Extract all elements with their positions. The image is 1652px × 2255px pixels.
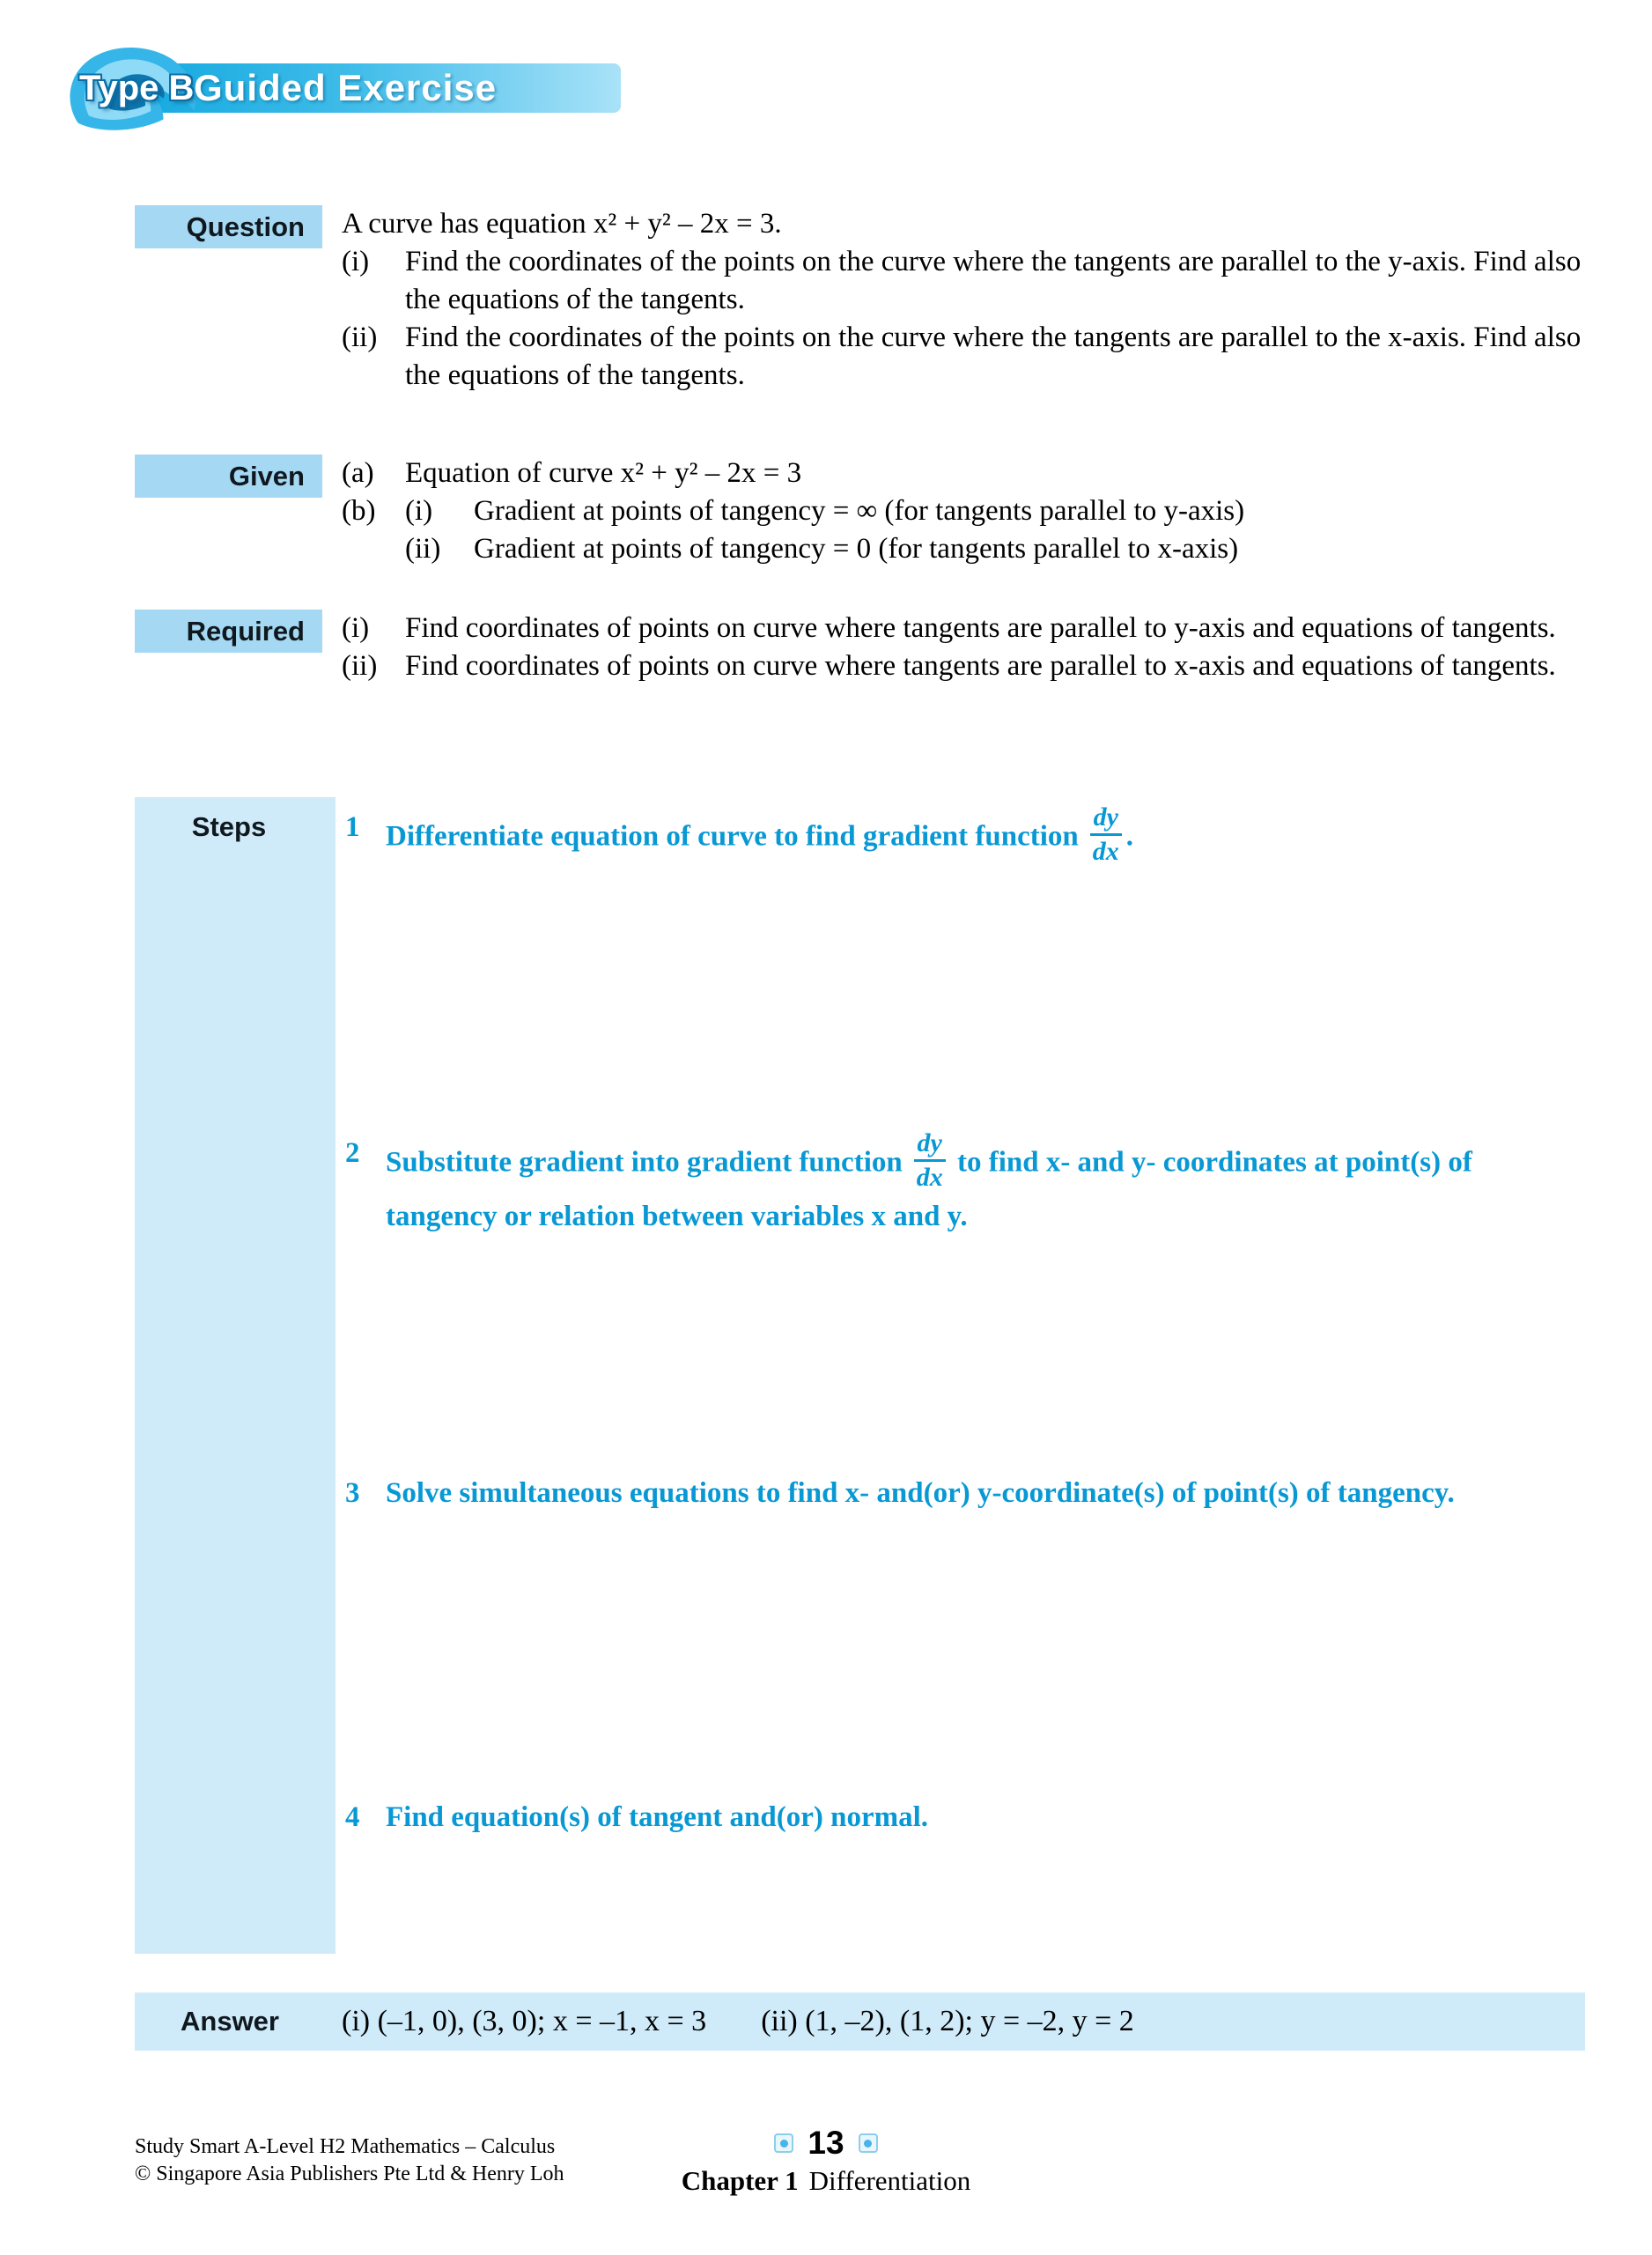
fraction-denominator: dx [916, 1162, 943, 1192]
header-banner [62, 44, 660, 141]
step-item-2 [345, 1128, 1582, 1237]
step-item-4 [345, 1797, 1582, 1837]
answer-part-ii: (ii) (1, –2), (1, 2); y = –2, y = 2 [761, 2005, 1134, 2037]
given-subitems [405, 492, 1585, 568]
ornament-dot [780, 2140, 788, 2148]
item-numeral: (a) [342, 457, 374, 489]
type-badge: Type B [79, 69, 195, 107]
step-text: Find equation(s) of tangent and(or) normal. [386, 1801, 929, 1833]
step-number: 3 [345, 1477, 360, 1509]
question-item [342, 319, 1585, 395]
item-numeral: (i) [342, 612, 370, 644]
page-number: 13 [808, 2125, 844, 2161]
page-ornament-left-icon [774, 2133, 793, 2153]
dy-dx-fraction [1089, 802, 1123, 866]
question-content [342, 205, 1585, 395]
item-text: Equation of curve x² + y² – 2x = 3 [405, 457, 802, 489]
item-numeral: (ii) [342, 650, 378, 682]
answer-label: Answer [181, 2006, 279, 2037]
steps-label: Steps [191, 811, 267, 842]
chapter-title: Differentiation [808, 2165, 971, 2196]
given-subitem [405, 492, 1585, 530]
fraction-denominator: dx [1092, 836, 1119, 866]
fraction-numerator: dy [1090, 802, 1122, 836]
answer-part-i: (i) (–1, 0), (3, 0); x = –1, x = 3 [342, 2005, 707, 2037]
step-text [386, 802, 1582, 870]
ornament-dot [864, 2140, 872, 2148]
step-number: 2 [345, 1137, 360, 1169]
book-title: Study Smart A-Level H2 Mathematics – Calculus [135, 2135, 556, 2158]
item-text: Find the coordinates of the points on the curve where the tangents are parallel to the x-axis. Find also the equations of the tangents. [405, 322, 1582, 391]
step-number: 4 [345, 1801, 360, 1833]
required-label: Required [135, 610, 322, 653]
given-item [342, 455, 1585, 492]
step-text: Solve simultaneous equations to find x- and(or) y-coordinate(s) of point(s) of tangency. [386, 1477, 1455, 1509]
copyright-line: © Singapore Asia Publishers Pte Ltd & Henry Loh [135, 2163, 564, 2185]
item-numeral: (i) [342, 246, 370, 277]
given-content [342, 455, 1585, 568]
answer-bar [135, 1993, 1585, 2051]
question-intro: A curve has equation x² + y² – 2x = 3. [342, 208, 782, 240]
item-text: Find the coordinates of the points on the curve where the tangents are parallel to the y-axis. Find also the equations of the tangents. [405, 246, 1582, 315]
step-text-after: . [1125, 820, 1133, 853]
item-numeral: (i) [405, 495, 433, 527]
step-item-1 [345, 802, 1582, 870]
dy-dx-fraction [913, 1128, 947, 1192]
step-text-before: Differentiate equation of curve to find gradient function [386, 820, 1079, 853]
required-content [342, 610, 1585, 685]
item-text: Gradient at points of tangency = 0 (for tangents parallel to x-axis) [474, 533, 1239, 565]
question-label: Question [135, 205, 322, 248]
item-text: Find coordinates of points on curve where tangents are parallel to y-axis and equations of tangents. [405, 612, 1556, 644]
step-text [386, 1128, 1582, 1237]
step-text-before: Substitute gradient into gradient function [386, 1146, 903, 1179]
question-item [342, 243, 1585, 319]
step-number: 1 [345, 811, 360, 843]
step-item-3 [345, 1473, 1582, 1513]
item-text: Find coordinates of points on curve where tangents are parallel to x-axis and equations of tangents. [405, 650, 1556, 682]
given-item [342, 492, 1585, 568]
item-numeral: (b) [342, 495, 376, 527]
page-ornament-right-icon [859, 2133, 878, 2153]
item-text: Gradient at points of tangency = ∞ (for tangents parallel to y-axis) [474, 495, 1245, 527]
steps-panel [135, 797, 336, 1954]
fraction-numerator: dy [914, 1128, 946, 1162]
page-number-row [0, 2125, 1652, 2162]
step-text-after: to find x- and y- coordinates at point(s) of tangency or relation between variables x and y. [386, 1146, 1472, 1233]
given-subitem [405, 530, 1585, 568]
given-label: Given [135, 455, 322, 498]
chapter-number: Chapter 1 [681, 2165, 799, 2196]
answer-text [342, 2005, 1134, 2038]
required-item [342, 610, 1585, 647]
item-numeral: (ii) [405, 533, 441, 565]
item-numeral: (ii) [342, 322, 378, 353]
required-item [342, 647, 1585, 685]
chapter-line [0, 2165, 1652, 2197]
banner-title: Guided Exercise [194, 67, 498, 108]
